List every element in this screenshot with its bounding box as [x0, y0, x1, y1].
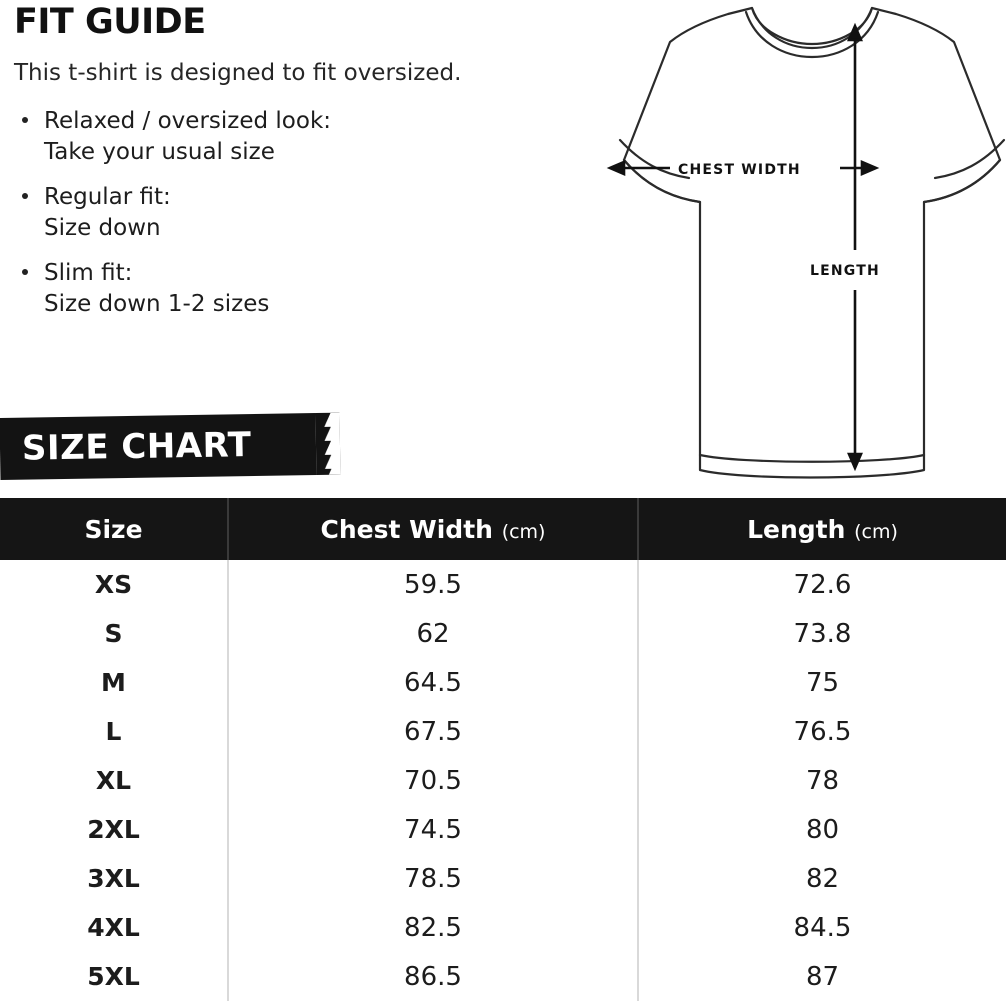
- cell-length: 72.6: [638, 560, 1006, 609]
- list-item: [20, 106, 535, 168]
- table-row: [0, 903, 1006, 952]
- page-title: FIT GUIDE: [14, 2, 206, 42]
- cell-size: 4XL: [0, 903, 228, 952]
- table-row: [0, 560, 1006, 609]
- table-row: [0, 707, 1006, 756]
- fit-item-sub: Size down 1-2 sizes: [44, 291, 270, 317]
- column-header-length-label: Length: [747, 514, 846, 544]
- table-row: [0, 756, 1006, 805]
- column-header-chest-unit: (cm): [501, 520, 546, 543]
- cell-size: XL: [0, 756, 228, 805]
- cell-size: S: [0, 609, 228, 658]
- cell-chest: 64.5: [228, 658, 638, 707]
- fit-item-sub: Take your usual size: [44, 139, 275, 165]
- cell-size: 2XL: [0, 805, 228, 854]
- tshirt-diagram: [500, 0, 1006, 490]
- column-header-size: [0, 498, 228, 560]
- table-row: [0, 805, 1006, 854]
- cell-length: 84.5: [638, 903, 1006, 952]
- chest-width-label: CHEST WIDTH: [678, 162, 801, 178]
- list-item: [20, 258, 535, 320]
- cell-chest: 82.5: [228, 903, 638, 952]
- bullet-icon: [22, 117, 28, 123]
- size-chart-banner-label: SIZE CHART: [21, 425, 252, 469]
- cell-size: L: [0, 707, 228, 756]
- cell-chest: 62: [228, 609, 638, 658]
- fit-guide-description: This t-shirt is designed to fit oversized.: [14, 60, 462, 86]
- cell-length: 76.5: [638, 707, 1006, 756]
- table-row: [0, 854, 1006, 903]
- cell-length: 82: [638, 854, 1006, 903]
- cell-chest: 70.5: [228, 756, 638, 805]
- table-header-row: [0, 498, 1006, 560]
- cell-length: 78: [638, 756, 1006, 805]
- column-header-chest-label: Chest Width: [320, 514, 493, 544]
- column-header-size-label: Size: [84, 514, 143, 544]
- fit-item-title: Slim fit:: [44, 260, 133, 286]
- cell-size: 5XL: [0, 952, 228, 1001]
- cell-size: 3XL: [0, 854, 228, 903]
- cell-chest: 74.5: [228, 805, 638, 854]
- column-header-length: [638, 498, 1006, 560]
- fit-item-sub: Size down: [44, 215, 161, 241]
- cell-size: XS: [0, 560, 228, 609]
- cell-length: 87: [638, 952, 1006, 1001]
- bullet-icon: [22, 269, 28, 275]
- list-item: [20, 182, 535, 244]
- size-chart-banner: [0, 413, 340, 480]
- fit-guide-list: [10, 106, 535, 320]
- bullet-icon: [22, 193, 28, 199]
- cell-chest: 67.5: [228, 707, 638, 756]
- column-header-chest-width: [228, 498, 638, 560]
- table-row: [0, 952, 1006, 1001]
- size-chart-table-wrapper: [0, 498, 1006, 1001]
- size-chart-table: [0, 498, 1006, 1001]
- cell-chest: 86.5: [228, 952, 638, 1001]
- fit-item-title: Regular fit:: [44, 184, 171, 210]
- cell-length: 73.8: [638, 609, 1006, 658]
- fit-item-title: Relaxed / oversized look:: [44, 108, 332, 134]
- table-row: [0, 658, 1006, 707]
- cell-size: M: [0, 658, 228, 707]
- table-row: [0, 609, 1006, 658]
- column-header-length-unit: (cm): [854, 520, 898, 543]
- cell-chest: 59.5: [228, 560, 638, 609]
- length-label: LENGTH: [810, 263, 880, 279]
- cell-chest: 78.5: [228, 854, 638, 903]
- cell-length: 80: [638, 805, 1006, 854]
- cell-length: 75: [638, 658, 1006, 707]
